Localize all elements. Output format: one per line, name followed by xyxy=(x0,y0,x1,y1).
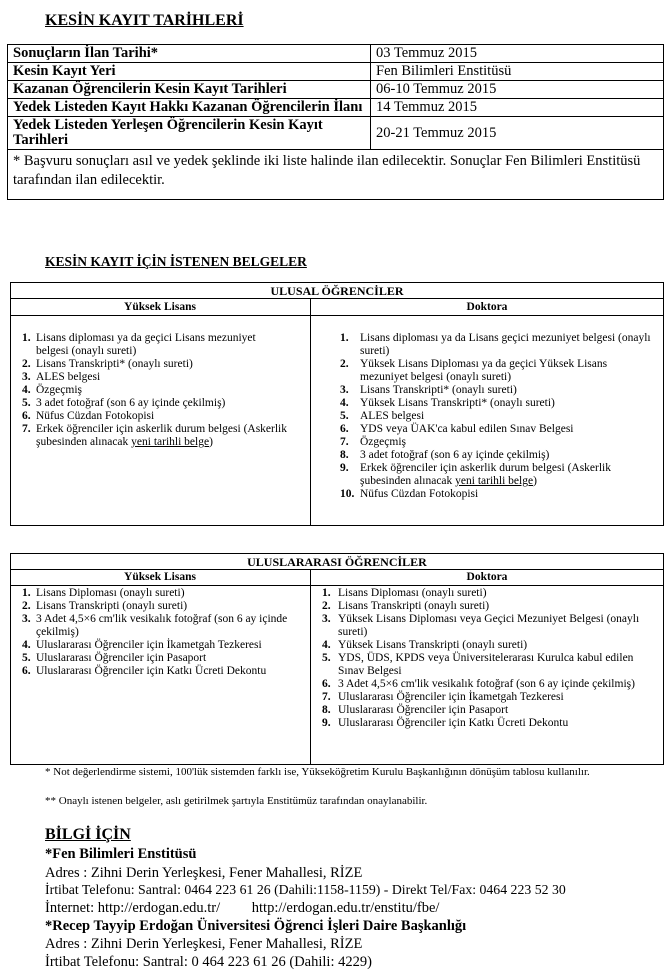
list-item xyxy=(340,462,652,488)
list-num: 1. xyxy=(340,332,349,344)
list-item xyxy=(22,587,304,600)
fbe-phone: İrtibat Telefonu: Santral: 0464 223 61 26 (Dahili:1158-1159) - Direkt Tel/Fax: 0464 223 52 30 xyxy=(45,882,566,897)
list-item xyxy=(22,371,290,384)
list-text: Özgeçmiş xyxy=(36,384,82,396)
list-num: 7. xyxy=(22,423,31,435)
divider xyxy=(10,298,664,299)
list-num: 3. xyxy=(322,613,331,625)
list-num: 6. xyxy=(322,678,331,690)
list-text: Uluslararası Öğrenciler için Pasaport xyxy=(36,652,207,664)
list-text: 3 Adet 4,5×6 cm'lik vesikalık fotoğraf (son 6 ay içinde çekilmiş) xyxy=(36,613,288,638)
fbe-internet xyxy=(45,900,439,917)
list-num: 4. xyxy=(322,639,331,651)
list-num: 2. xyxy=(22,358,31,370)
list-item xyxy=(340,423,652,436)
international-yl-list xyxy=(22,587,304,678)
list-num: 2. xyxy=(322,600,331,612)
dates-value: Fen Bilimleri Enstitüsü xyxy=(371,63,664,81)
list-item xyxy=(22,358,290,371)
list-num: 3. xyxy=(340,384,349,396)
international-header: ULUSLARARASI ÖĞRENCİLER xyxy=(247,555,427,569)
list-text: Yüksek Lisans Transkripti (onaylı sureti) xyxy=(338,639,528,651)
list-text: Uluslararası Öğrenciler için İkametgah Tezkeresi xyxy=(36,639,262,651)
list-item xyxy=(340,436,652,449)
list-text: Lisans Diploması (onaylı sureti) xyxy=(36,587,185,599)
list-item xyxy=(22,410,290,423)
list-num: 5. xyxy=(322,652,331,664)
list-text: Uluslararası Öğrenciler için Pasaport xyxy=(338,704,509,716)
list-item xyxy=(322,600,652,613)
table-row xyxy=(8,45,664,63)
table-row xyxy=(8,117,664,150)
oidb-phone: İrtibat Telefonu: Santral: 0 464 223 61 26 (Dahili: 4229) xyxy=(45,954,372,970)
divider xyxy=(10,569,664,570)
list-item xyxy=(22,665,304,678)
dates-label: Yedek Listeden Kayıt Hakkı Kazanan Öğrencilerin İlanı xyxy=(8,99,371,117)
list-text: Lisans diploması ya da geçici Lisans mezuniyet belgesi (onaylı sureti) xyxy=(36,332,256,357)
list-item xyxy=(322,639,652,652)
list-num: 1. xyxy=(22,587,31,599)
list-num: 7. xyxy=(322,691,331,703)
list-item xyxy=(322,717,652,730)
list-item xyxy=(322,704,652,717)
list-item xyxy=(340,332,652,358)
list-num: 5. xyxy=(340,410,349,422)
national-col-yl: Yüksek Lisans xyxy=(124,301,196,313)
list-num: 4. xyxy=(22,384,31,396)
list-item xyxy=(22,639,304,652)
fbe-address: Adres : Zihni Derin Yerleşkesi, Fener Mahallesi, RİZE xyxy=(45,865,363,881)
list-item xyxy=(340,449,652,462)
list-num: 2. xyxy=(22,600,31,612)
list-text: YDS, ÜDS, KPDS veya Üniversitelerarası Kurulca kabul edilen Sınav Belgesi xyxy=(338,652,634,677)
list-item xyxy=(22,332,290,358)
list-text-part: Erkek öğrenciler için askerlik durum belgesi (Askerlik şubesinden alınacak xyxy=(36,423,288,448)
fbe-internet-link[interactable]: http://erdogan.edu.tr/enstitu/fbe/ xyxy=(251,900,440,916)
list-item xyxy=(322,587,652,600)
list-item xyxy=(322,678,652,691)
list-num: 3. xyxy=(22,371,31,383)
list-text-underlined: yeni tarihli belge xyxy=(131,436,210,448)
list-text: Yüksek Lisans Transkripti* (onaylı sureti) xyxy=(360,397,555,409)
dates-label: Yedek Listeden Yerleşen Öğrencilerin Kesin Kayıt Tarihleri xyxy=(8,117,371,150)
list-item xyxy=(22,397,290,410)
list-text-underlined: yeni tarihli belge xyxy=(455,475,534,487)
list-num: 6. xyxy=(22,410,31,422)
list-num: 9. xyxy=(340,462,349,474)
section-title-dates: KESİN KAYIT TARİHLERİ xyxy=(45,12,244,29)
list-item xyxy=(340,488,652,501)
list-text: YDS veya ÜAK'ca kabul edilen Sınav Belgesi xyxy=(360,423,574,435)
list-text: Nüfus Cüzdan Fotokopisi xyxy=(36,410,155,422)
divider xyxy=(10,585,664,586)
dates-label: Kesin Kayıt Yeri xyxy=(8,63,371,81)
divider xyxy=(310,298,311,525)
list-num: 7. xyxy=(340,436,349,448)
fbe-title: *Fen Bilimleri Enstitüsü xyxy=(45,846,197,862)
list-item xyxy=(322,652,652,678)
dates-table xyxy=(7,44,664,200)
list-text: ALES belgesi xyxy=(360,410,425,422)
list-item xyxy=(22,423,290,449)
list-item xyxy=(22,652,304,665)
list-num: 3. xyxy=(22,613,31,625)
footnote-approval: ** Onaylı istenen belgeler, aslı getirilmek şartıyla Enstitümüz tarafından onaylanabilir. xyxy=(45,795,428,807)
list-text xyxy=(36,423,290,449)
list-text: Nüfus Cüzdan Fotokopisi xyxy=(360,488,479,500)
dates-note: * Başvuru sonuçları asıl ve yedek şeklinde iki liste halinde ilan edilecektir. Sonuçlar Fen Bilimleri Enstitüsü tarafından ilan edilecektir. xyxy=(8,150,664,200)
list-num: 1. xyxy=(322,587,331,599)
list-num: 6. xyxy=(340,423,349,435)
dates-value: 20-21 Temmuz 2015 xyxy=(371,117,664,150)
fbe-internet-label: İnternet: http://erdogan.edu.tr/ xyxy=(45,900,221,916)
list-item xyxy=(340,358,652,384)
national-col-dr: Doktora xyxy=(466,301,508,313)
list-text: Uluslararası Öğrenciler için Katkı Ücreti Dekontu xyxy=(338,717,569,729)
list-item xyxy=(22,613,304,639)
list-num: 5. xyxy=(22,397,31,409)
oidb-address: Adres : Zihni Derin Yerleşkesi, Fener Mahallesi, RİZE xyxy=(45,936,363,952)
list-text: Lisans Transkripti (onaylı sureti) xyxy=(338,600,490,612)
oidb-title: *Recep Tayyip Erdoğan Üniversitesi Öğrenci İşleri Daire Başkanlığı xyxy=(45,918,467,934)
list-item xyxy=(22,384,290,397)
dates-label: Sonuçların İlan Tarihi* xyxy=(8,45,371,63)
list-num: 8. xyxy=(322,704,331,716)
list-num: 2. xyxy=(340,358,349,370)
list-text: Lisans Diploması (onaylı sureti) xyxy=(338,587,487,599)
national-header: ULUSAL ÖĞRENCİLER xyxy=(270,284,404,298)
list-num: 10. xyxy=(340,488,355,500)
list-text: Uluslararası Öğrenciler için İkametgah Tezkeresi xyxy=(338,691,564,703)
table-row xyxy=(8,81,664,99)
dates-value: 14 Temmuz 2015 xyxy=(371,99,664,117)
list-text: Lisans Transkripti* (onaylı sureti) xyxy=(36,358,193,370)
list-item xyxy=(322,613,652,639)
list-text: Özgeçmiş xyxy=(360,436,406,448)
international-col-dr: Doktora xyxy=(466,571,508,583)
list-item xyxy=(22,600,304,613)
list-num: 6. xyxy=(22,665,31,677)
list-text-end: ) xyxy=(533,475,537,487)
list-num: 1. xyxy=(22,332,31,344)
list-text xyxy=(360,462,652,488)
table-row xyxy=(8,150,664,200)
list-num: 8. xyxy=(340,449,349,461)
dates-value: 03 Temmuz 2015 xyxy=(371,45,664,63)
list-text: ALES belgesi xyxy=(36,371,101,383)
list-text: 3 adet fotoğraf (son 6 ay içinde çekilmiş) xyxy=(360,449,550,461)
list-num: 4. xyxy=(22,639,31,651)
table-row xyxy=(8,63,664,81)
list-item xyxy=(340,397,652,410)
divider xyxy=(310,569,311,764)
national-yl-list xyxy=(22,332,290,449)
list-item xyxy=(340,410,652,423)
international-dr-list xyxy=(322,587,652,730)
list-text: Lisans diploması ya da Lisans geçici mezuniyet belgesi (onaylı sureti) xyxy=(360,332,651,357)
list-text: Lisans Transkripti* (onaylı sureti) xyxy=(360,384,517,396)
divider xyxy=(10,315,664,316)
international-col-yl: Yüksek Lisans xyxy=(124,571,196,583)
list-item xyxy=(322,691,652,704)
list-text: 3 Adet 4,5×6 cm'lik vesikalık fotoğraf (son 6 ay içinde çekilmiş) xyxy=(338,678,635,690)
list-text: Uluslararası Öğrenciler için Katkı Ücreti Dekontu xyxy=(36,665,267,677)
table-row xyxy=(8,99,664,117)
list-text: Yüksek Lisans Diploması veya Geçici Mezuniyet Belgesi (onaylı sureti) xyxy=(338,613,640,638)
list-text: Lisans Transkripti (onaylı sureti) xyxy=(36,600,188,612)
list-item xyxy=(340,384,652,397)
list-text: Yüksek Lisans Diploması ya da geçici Yüksek Lisans mezuniyet belgesi (onaylı sureti) xyxy=(360,358,608,383)
list-num: 4. xyxy=(340,397,349,409)
info-title: BİLGİ İÇİN xyxy=(45,826,131,843)
section-title-documents: KESİN KAYIT İÇİN İSTENEN BELGELER xyxy=(45,254,307,269)
list-text-end: ) xyxy=(209,436,213,448)
dates-label: Kazanan Öğrencilerin Kesin Kayıt Tarihleri xyxy=(8,81,371,99)
list-num: 9. xyxy=(322,717,331,729)
dates-value: 06-10 Temmuz 2015 xyxy=(371,81,664,99)
list-num: 5. xyxy=(22,652,31,664)
national-dr-list xyxy=(340,332,652,501)
list-text-part: Erkek öğrenciler için askerlik durum belgesi (Askerlik şubesinden alınacak xyxy=(360,462,612,487)
footnote-grading: * Not değerlendirme sistemi, 100'lük sistemden farklı ise, Yükseköğretim Kurulu Başkanlığının dönüşüm tablosu kullanılır. xyxy=(45,766,590,778)
list-text: 3 adet fotoğraf (son 6 ay içinde çekilmiş) xyxy=(36,397,226,409)
